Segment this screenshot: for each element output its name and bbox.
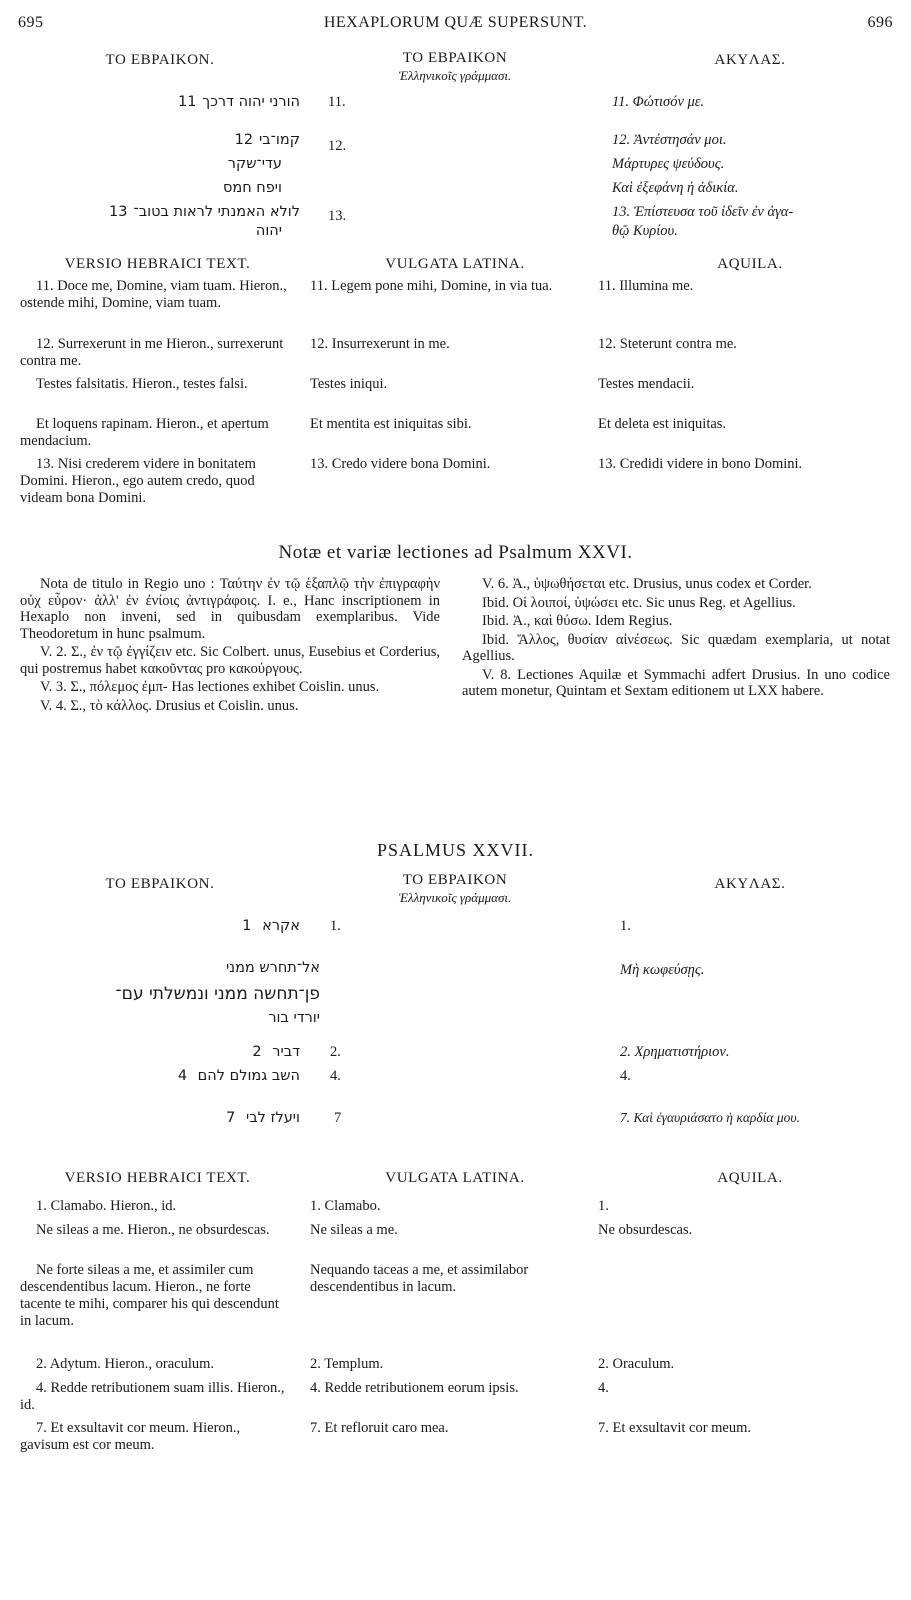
note-paragraph: V. 6. Ἀ., ὑψωθήσεται etc. Drusius, unus codex et Corder. bbox=[482, 576, 812, 592]
greek-line: 1. bbox=[620, 918, 631, 934]
hebrew-line: 12 קמו־בי bbox=[234, 132, 300, 148]
table-row: 1. Clamabo. Hieron., id. 1. Clamabo. 1. bbox=[36, 1198, 609, 1214]
col-head-hebrew-greek: TO EBPAIKON bbox=[402, 50, 508, 66]
hebrew-column-top bbox=[20, 90, 300, 238]
greek-line: Μάρτυρες ψεύδους. bbox=[612, 156, 725, 172]
col-head-hebrew: TO EBPAIKON. bbox=[105, 52, 215, 68]
note-paragraph: V. 4. Σ., τὸ κάλλος. Drusius et Coislin. unus. bbox=[40, 697, 299, 714]
table-row: 2. Adytum. Hieron., oraculum. 2. Templum. 2. Oraculum. bbox=[36, 1356, 675, 1372]
notes-right-column bbox=[462, 576, 890, 702]
transliteration-num: 12. bbox=[328, 138, 347, 154]
hebrew-line: אקרא 1 bbox=[242, 918, 300, 934]
table-row: 12. Surrexerunt in me Hieron., surrexerunt contra me. 12. Insurrexerunt in me. 12. Steterunt contra me. bbox=[20, 336, 737, 369]
greek-line: 11. Φώτισόν με. bbox=[612, 94, 705, 110]
table-row: 4. Redde retributionem suam illis. Hieron., id. 4. Redde retributionem eorum ipsis. 4. bbox=[20, 1380, 609, 1413]
hebrew-line: ויפח חמס bbox=[222, 180, 282, 196]
greek-line: θῷ Κυρίου. bbox=[612, 223, 678, 239]
table-row: 7. Et exsultavit cor meum. Hieron., gavisum est cor meum. 7. Et refloruit caro mea. 7. Et exsultavit cor meum. bbox=[20, 1420, 752, 1453]
hebrew-line: עדי־שקר bbox=[227, 156, 282, 172]
hebrew-line: אל־תחרש ממני bbox=[226, 960, 320, 976]
hebrew-line: השב גמולם להם 4 bbox=[177, 1068, 300, 1084]
greek-line: Μὴ κωφεύσῃς. bbox=[620, 962, 705, 978]
hebrew-line: 11 הורני יהוה דרכך bbox=[177, 94, 300, 110]
greek-line: 13. Ἐπίστευσα τοῦ ἰδεῖν ἐν ἀγα- bbox=[612, 204, 794, 220]
notes-left-column bbox=[20, 576, 440, 716]
transliteration-num: 2. bbox=[330, 1044, 341, 1060]
greek-line: 4. bbox=[620, 1068, 631, 1084]
running-title: HEXAPLORUM QUÆ SUPERSUNT. bbox=[323, 14, 588, 31]
col-head-versio: VERSIO HEBRAICI TEXT. bbox=[64, 256, 251, 272]
note-paragraph: Nota de titulo in Regio uno : Ταύτην ἐν τῷ ἑξαπλῷ τὴν ἐπιγραφὴν οὐχ εὗρον· ἀλλ' ἐν ἐνίοις ἀντιγράφοις. I. e., Hanc inscriptionem in Hexaplo non inveni, sed in quibusdam exemplaribus. Vide Theodoretum in hunc psalmum. bbox=[20, 576, 440, 642]
page-number-left: 695 bbox=[18, 14, 44, 31]
col-head-aquila: AQUILA. bbox=[717, 256, 783, 272]
col-head-aquila-greek: AKYΛAΣ. bbox=[714, 52, 786, 68]
col-head-hebrew: TO EBPAIKON. bbox=[105, 876, 215, 892]
col-head-hebrew-greek-sub: Ἑλληνικοῖς γράμμασι. bbox=[398, 68, 512, 83]
hebrew-line: יהוה bbox=[255, 223, 282, 239]
greek-line: Καὶ ἐξεφάνη ἡ ἀδικία. bbox=[612, 180, 739, 196]
greek-line: 7. Καὶ ἐγαυριάσατο ἡ καρδία μου. bbox=[620, 1110, 800, 1125]
col-head-aquila-greek: AKYΛAΣ. bbox=[714, 876, 786, 892]
hebrew-line: ויעלז לבי 7 bbox=[226, 1110, 300, 1126]
hebrew-line: פן־תחשה ממני ונמשלתי עם־ bbox=[115, 984, 320, 1004]
transliteration-num: 7 bbox=[334, 1110, 342, 1126]
transliteration-num: 1. bbox=[330, 918, 341, 934]
col-head-vulgata: VULGATA LATINA. bbox=[385, 1170, 525, 1186]
hebrew-line: יורדי בור bbox=[268, 1010, 320, 1026]
table-row: Et loquens rapinam. Hieron., et apertum mendacium. Et mentita est iniquitas sibi. Et deleta est iniquitas. bbox=[20, 416, 727, 449]
col-head-versio: VERSIO HEBRAICI TEXT. bbox=[64, 1170, 251, 1186]
hebrew-line: דביר 2 bbox=[252, 1044, 300, 1060]
table-row: Ne sileas a me. Hieron., ne obsurdescas. Ne sileas a me. Ne obsurdescas. bbox=[36, 1222, 693, 1238]
col-head-hebrew-greek-sub: Ἑλληνικοῖς γράμμασι. bbox=[398, 890, 512, 905]
transliteration-num: 4. bbox=[330, 1068, 341, 1084]
psalm-title: PSALMUS XXVII. bbox=[376, 840, 534, 860]
table-row: 13. Nisi crederem videre in bonitatem Domini. Hieron., ego autem credo, quod videam bona Domini. 13. Credo videre bona Domini. 13. Credidi videre in bono Domini. bbox=[20, 456, 803, 506]
latin-table-2 bbox=[20, 1198, 898, 1460]
col-head-hebrew-greek: TO EBPAIKON bbox=[402, 872, 508, 888]
table-row: Ne forte sileas a me, et assimiler cum descendentibus lacum. Hieron., ne forte tacente te mihi, comparer his qui descendunt in lacum. Nequando taceas a me, et assimilabor descendentibus in lacum. bbox=[20, 1262, 529, 1329]
hebrew-line: 13 לולא האמנתי לראות בטוב־ bbox=[109, 204, 300, 220]
table-row: Testes falsitatis. Hieron., testes falsi. Testes iniqui. Testes mendacii. bbox=[36, 376, 695, 392]
greek-line: 12. Ἀντέστησάν μοι. bbox=[612, 132, 727, 148]
note-paragraph: V. 2. Σ., ἐν τῷ ἐγγίζειν etc. Sic Colbert. unus, Eusebius et Corderius, qui postremus habet κακοῦντας pro κακούργους. bbox=[20, 644, 440, 677]
notes-title: Notæ et variæ lectiones ad Psalmum XXVI. bbox=[278, 542, 633, 563]
note-paragraph: Ibid. Ἄλλος, θυσίαν αἰνέσεως. Sic quædam exemplaria, ut notat Agellius. bbox=[462, 631, 890, 664]
transliteration-num: 11. bbox=[328, 94, 346, 110]
note-paragraph: Ibid. Ἀ., καὶ θύσω. Idem Regius. bbox=[482, 613, 673, 629]
greek-line: 2. Χρηματιστήριον. bbox=[620, 1044, 730, 1060]
note-paragraph: V. 8. Lectiones Aquilæ et Symmachi adfert Drusius. In uno codice autem monetur, Quintam et Sextam editionem ut LXX habere. bbox=[462, 666, 890, 699]
col-head-vulgata: VULGATA LATINA. bbox=[385, 256, 525, 272]
transliteration-num: 13. bbox=[328, 208, 347, 224]
col-head-aquila: AQUILA. bbox=[717, 1170, 783, 1186]
note-paragraph: V. 3. Σ., πόλεμος ἐμπ- Has lectiones exhibet Coislin. unus. bbox=[40, 679, 380, 695]
page-number-right: 696 bbox=[867, 14, 893, 31]
aquila-greek-column-top bbox=[612, 90, 892, 238]
note-paragraph: Ibid. Οἱ λοιποί, ὑψώσει etc. Sic unus Reg. et Agellius. bbox=[482, 594, 796, 611]
latin-table-1 bbox=[20, 278, 898, 534]
table-row: 11. Doce me, Domine, viam tuam. Hieron., ostende mihi, Domine, viam tuam. 11. Legem pone mihi, Domine, in via tua. 11. Illumina me. bbox=[20, 278, 694, 311]
